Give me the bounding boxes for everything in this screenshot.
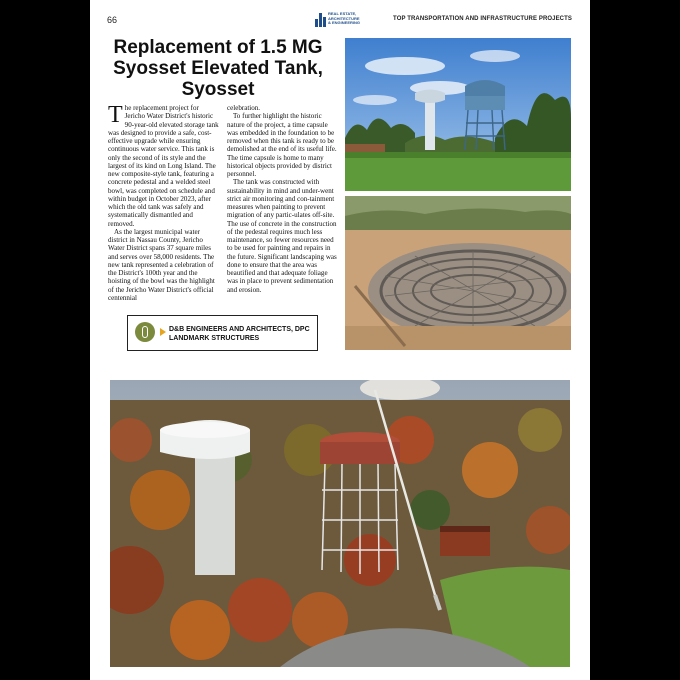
title-line: Syosset Elevated Tank,: [113, 58, 323, 79]
credit-box: [127, 315, 318, 351]
logo-line: ARCHITECTURE: [328, 15, 360, 21]
company-logo-icon: [135, 322, 155, 342]
paragraph: As the largest municipal water district in Nassau County, Jericho Water District spans 37 square miles and serves over 58,000 residents. The new tank represented a celebration of the District's 100th year and the hoisting of the bowl was the highlight of the Jericho Water District's official centennial: [108, 227, 215, 302]
logo-line: & ENGINEERING: [328, 20, 361, 26]
title-line: Replacement of 1.5 MG: [113, 37, 323, 58]
article-title: [104, 37, 332, 100]
credit-partner: LANDMARK STRUCTURES: [169, 335, 260, 342]
logo-buildings-icon: [315, 13, 327, 27]
paragraph: The tank was constructed with sustainability in mind and under-went strict air monitoring and con-tainment measures when painting to prevent migration of any partic-ulates off-site. The use of concrete in the construction of the pedestal requires much less maintenance, so fewer resources need to be used for painting and repairs in the future. Significant landscaping was done to ensure that the area was beautified and that adequate foliage was in place to prevent sedimentation and erosion.: [227, 178, 337, 294]
logo-line: REAL ESTATE,: [328, 11, 357, 16]
article-column-2: [227, 104, 339, 294]
photo-aerial-view: [110, 380, 570, 667]
photo-water-towers: [345, 38, 571, 191]
magazine-page: [90, 0, 590, 680]
drop-cap: T: [108, 102, 123, 128]
credit-company: D&B ENGINEERS AND ARCHITECTS, DPC: [169, 326, 310, 333]
article-column-1: [108, 104, 220, 302]
photo-rebar-foundation: [345, 196, 571, 350]
publication-logo: [315, 11, 361, 29]
page-number: 66: [107, 15, 118, 25]
paragraph: To further highlight the historic nature of the project, a time capsule was embedded in the foundation to be removed when this tank is ready to be demolished at the end of its useful life. The time capsule is home to many historical objects provided by district personnel.: [227, 112, 337, 178]
section-title: TOP TRANSPORTATION AND INFRASTRUCTURE PROJECTS: [393, 16, 572, 22]
paragraph: celebration.: [227, 104, 261, 112]
paragraph: The replacement project for Jericho Water District's historic 90-year-old elevated storage tank was designed to provide a safe, cost-effective upgrade while ensuring continuous water service. This tank is only the second of its style and the largest of its kind on Long Island. The new composite-style tank, featuring a concrete pedestal and a welded steel bowl, was completed on schedule and within budget in October 2023, after which the old tank was safely and systematically dismantled and removed.: [108, 102, 219, 228]
arrow-icon: [160, 328, 166, 336]
title-line: Syosset: [181, 79, 255, 100]
